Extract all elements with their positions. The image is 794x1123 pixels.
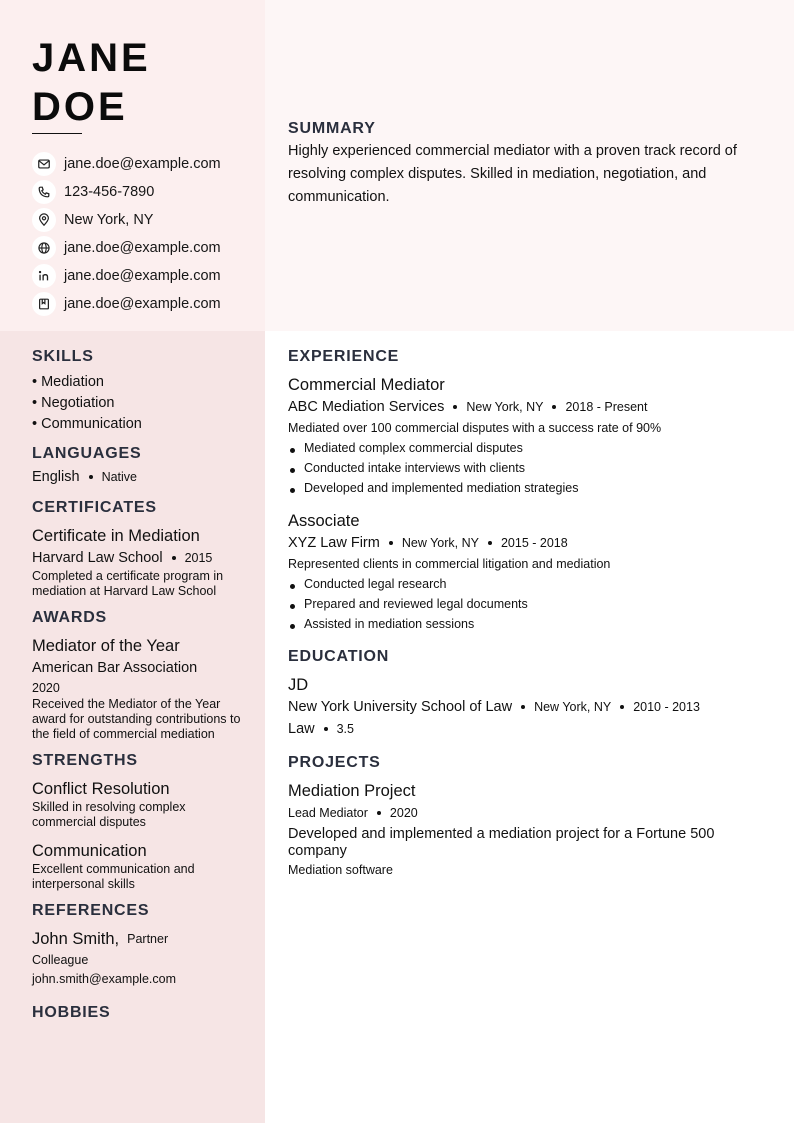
last-name: DOE xyxy=(32,85,128,129)
project-name: Mediation Project xyxy=(288,782,416,800)
candidate-name xyxy=(32,34,151,132)
section-title: EXPERIENCE xyxy=(288,348,400,365)
awards-section xyxy=(32,609,242,742)
strength-item xyxy=(32,778,242,830)
education-degree: JD xyxy=(288,676,309,694)
section-title: SKILLS xyxy=(32,348,94,365)
section-title: REFERENCES xyxy=(32,902,150,919)
contact-text: 123-456-7890 xyxy=(64,184,155,200)
separator-dot xyxy=(620,705,624,709)
strength-description: Excellent communication and interpersonal skills xyxy=(32,862,195,891)
highlight-item: Developed and implemented mediation strategies xyxy=(288,478,768,498)
globe-icon xyxy=(32,236,56,260)
separator-dot xyxy=(324,727,328,731)
job-highlights xyxy=(288,438,768,498)
award-year: 2020 xyxy=(32,681,60,695)
reference-name: John Smith, xyxy=(32,930,120,948)
certificate-year: 2015 xyxy=(184,551,213,565)
job-entry xyxy=(288,374,768,498)
strength-name: Communication xyxy=(32,842,147,860)
phone-icon xyxy=(32,180,56,204)
projects-section xyxy=(288,754,768,880)
education-score-row xyxy=(288,718,768,740)
first-name: JANE xyxy=(32,36,151,80)
separator-dot xyxy=(552,405,556,409)
hobbies-section xyxy=(32,1004,242,1022)
name-divider xyxy=(32,133,82,134)
certificates-section xyxy=(32,499,242,599)
strength-description: Skilled in resolving complex commercial disputes xyxy=(32,800,186,829)
section-title: SUMMARY xyxy=(288,120,376,137)
contact-profile[interactable] xyxy=(32,290,221,318)
certificate-name: Certificate in Mediation xyxy=(32,527,200,545)
job-entry xyxy=(288,510,768,634)
education-meta xyxy=(288,696,768,718)
job-location: New York, NY xyxy=(401,536,479,550)
certificate-issuer: Harvard Law School xyxy=(32,550,163,566)
education-score: 3.5 xyxy=(336,722,354,736)
contact-text: jane.doe@example.com xyxy=(64,156,221,172)
separator-dot xyxy=(172,556,176,560)
contact-text: jane.doe@example.com xyxy=(64,240,221,256)
skill-item: • Negotiation xyxy=(32,395,115,411)
education-school: New York University School of Law xyxy=(288,699,513,715)
contact-phone[interactable] xyxy=(32,178,221,206)
separator-dot xyxy=(377,811,381,815)
project-keywords: Mediation software xyxy=(288,863,393,877)
separator-dot xyxy=(453,405,457,409)
strength-item xyxy=(32,840,242,892)
section-title: PROJECTS xyxy=(288,754,381,771)
main-content xyxy=(288,348,768,894)
highlight-item: Conducted legal research xyxy=(288,574,768,594)
education-section xyxy=(288,648,768,740)
separator-dot xyxy=(488,541,492,545)
job-meta xyxy=(288,532,768,554)
job-location: New York, NY xyxy=(466,400,544,414)
job-highlights xyxy=(288,574,768,634)
section-title: LANGUAGES xyxy=(32,445,142,462)
job-title: Associate xyxy=(288,512,360,530)
location-icon xyxy=(32,208,56,232)
certificate-description: Completed a certificate program in mediation at Harvard Law School xyxy=(32,569,224,598)
contact-email[interactable] xyxy=(32,150,221,178)
highlight-item: Mediated complex commercial disputes xyxy=(288,438,768,458)
summary-section xyxy=(288,120,768,209)
contact-location xyxy=(32,206,221,234)
section-title: HOBBIES xyxy=(32,1004,111,1021)
project-role: Lead Mediator xyxy=(288,806,368,820)
section-title: EDUCATION xyxy=(288,648,390,665)
email-icon xyxy=(32,152,56,176)
contact-text: jane.doe@example.com xyxy=(64,268,221,284)
project-description: Developed and implemented a mediation project for a Fortune 500 company xyxy=(288,826,715,859)
language-level: Native xyxy=(101,470,137,484)
references-section xyxy=(32,902,242,988)
skill-item: • Mediation xyxy=(32,374,104,390)
reference-relation: Colleague xyxy=(32,953,89,967)
languages-section xyxy=(32,445,242,485)
education-area: Law xyxy=(288,721,315,737)
certificate-meta xyxy=(32,547,242,569)
contact-text: jane.doe@example.com xyxy=(64,296,221,312)
job-meta xyxy=(288,396,768,418)
skills-section xyxy=(32,348,242,435)
separator-dot xyxy=(389,541,393,545)
section-title: CERTIFICATES xyxy=(32,499,157,516)
award-name: Mediator of the Year xyxy=(32,637,180,655)
experience-section xyxy=(288,348,768,634)
job-title: Commercial Mediator xyxy=(288,376,445,394)
award-issuer: American Bar Association xyxy=(32,660,198,676)
reference-role: Partner xyxy=(127,932,169,946)
summary-text: Highly experienced commercial mediator with a proven track record of resolving complex disputes. Skilled in mediation, negotiation, and communication. xyxy=(288,143,737,205)
separator-dot xyxy=(521,705,525,709)
highlight-item: Prepared and reviewed legal documents xyxy=(288,594,768,614)
job-dates: 2018 - Present xyxy=(565,400,648,414)
linkedin-icon xyxy=(32,264,56,288)
section-title: STRENGTHS xyxy=(32,752,138,769)
project-meta xyxy=(288,802,768,824)
strength-name: Conflict Resolution xyxy=(32,780,170,798)
highlight-item: Assisted in mediation sessions xyxy=(288,614,768,634)
sidebar-content xyxy=(32,348,242,1032)
job-company: ABC Mediation Services xyxy=(288,399,445,415)
reference-email[interactable]: john.smith@example.com xyxy=(32,972,176,986)
contact-text: New York, NY xyxy=(64,212,154,228)
job-dates: 2015 - 2018 xyxy=(500,536,568,550)
reference-header xyxy=(32,928,242,950)
highlight-item: Conducted intake interviews with clients xyxy=(288,458,768,478)
language-item xyxy=(32,469,242,485)
section-title: AWARDS xyxy=(32,609,108,626)
contact-list xyxy=(32,150,221,318)
skill-item: • Communication xyxy=(32,416,142,432)
bookmark-icon xyxy=(32,292,56,316)
education-dates: 2010 - 2013 xyxy=(633,700,700,714)
strengths-section xyxy=(32,752,242,892)
contact-website[interactable] xyxy=(32,234,221,262)
award-description: Received the Mediator of the Year award for outstanding contributions to the field of commercial mediation xyxy=(32,697,241,741)
education-location: New York, NY xyxy=(534,700,612,714)
job-company: XYZ Law Firm xyxy=(288,535,380,551)
contact-linkedin[interactable] xyxy=(32,262,221,290)
job-summary: Mediated over 100 commercial disputes with a success rate of 90% xyxy=(288,421,662,435)
language-name: English xyxy=(32,469,80,485)
job-summary: Represented clients in commercial litigation and mediation xyxy=(288,557,611,571)
separator-dot xyxy=(89,475,93,479)
project-year: 2020 xyxy=(389,806,418,820)
